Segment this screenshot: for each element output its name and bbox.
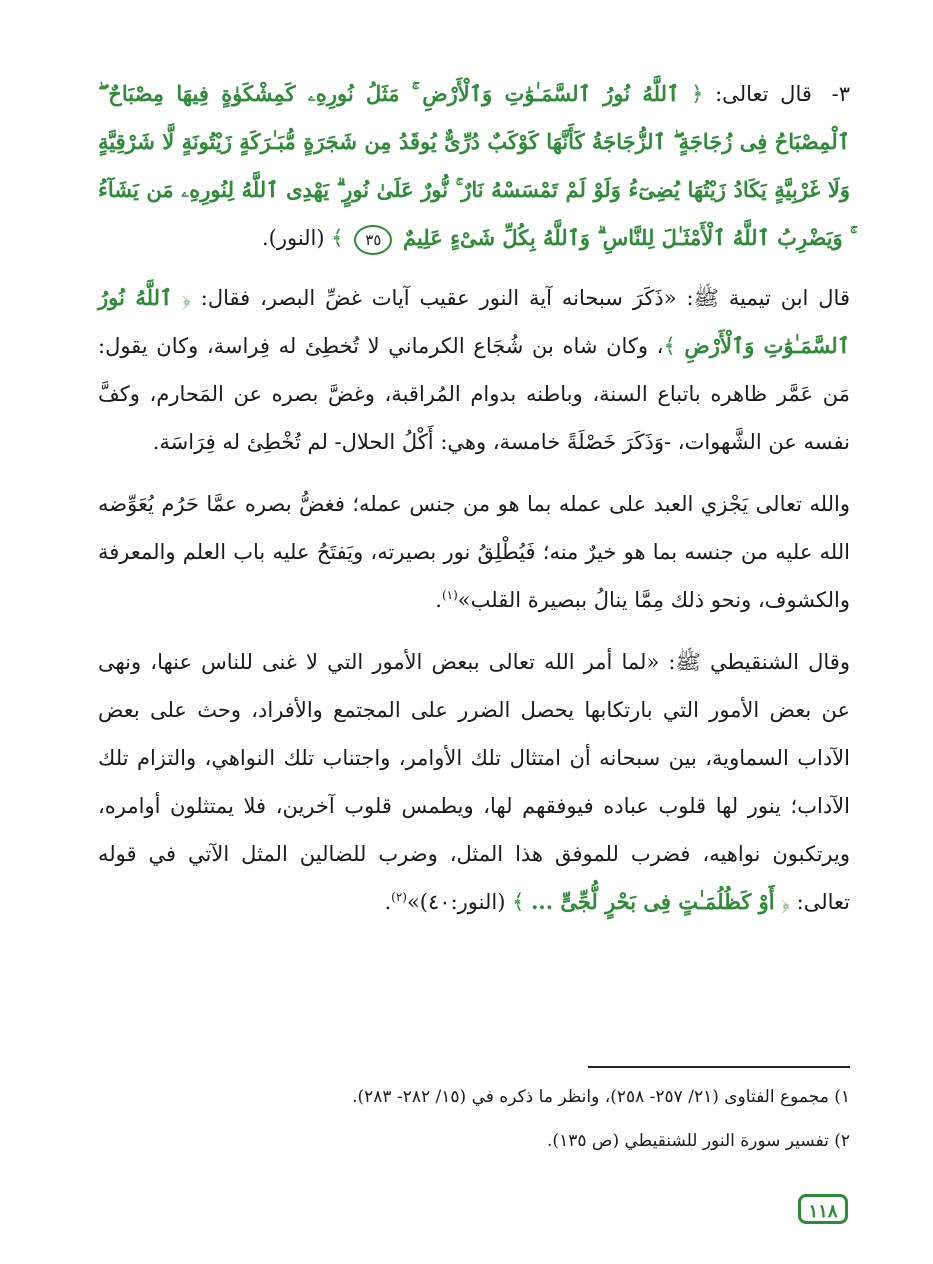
- ayah-number-marker: ٣٥: [354, 225, 392, 255]
- quran-close-bracket: ﴾: [512, 890, 525, 914]
- footnote-2: ٢) تفسير سورة النور للشنقيطي (ص ١٣٥).: [547, 1131, 850, 1151]
- period: .: [384, 890, 392, 914]
- footnotes: [98, 1082, 850, 1170]
- quran-close-bracket: ﴾: [331, 226, 344, 250]
- footnote-separator: [588, 1066, 850, 1068]
- quran-close-bracket: ﴾: [663, 334, 676, 358]
- paragraph-text: ، وكان شاه بن شُجَاع الكرماني لا تُخطِئ له فِراسة، وكان يقول: مَن عَمَّر ظاهره باتباع السنة، وباطنه بدوام المُراقبة، وغضَّ بصره عن المَحارم، وكفَّ نفسه عن الشَّهوات، -وَذَكَرَ خَصْلَةً خامسة، وهي: أَكْلُ الحلال- لم تُخْطِئ له فِرَاسَة.: [98, 334, 850, 454]
- quran-open-bracket: ﴿: [691, 82, 704, 106]
- page-number: ١١٨: [798, 1194, 848, 1224]
- intro-text: قال تعالى:: [715, 82, 812, 106]
- quran-open-bracket: ﴿: [182, 286, 191, 310]
- footnote-reference[interactable]: (٢): [391, 890, 407, 904]
- quran-open-bracket: ﴿: [781, 890, 790, 914]
- paragraph-ibn-taymiyyah: [98, 274, 850, 466]
- footnote-reference[interactable]: (١): [441, 588, 458, 602]
- period: .: [435, 588, 442, 612]
- footnote-1: ١) مجموع الفتاوى (٢١/ ٢٥٧- ٢٥٨)، وانظر ما ذكره في (١٥/ ٢٨٢- ٢٨٣).: [352, 1087, 850, 1107]
- paragraph-text: وقال الشنقيطي ﷺ: «لما أمر الله تعالى ببعض الأمور التي لا غنى للناس عنها، ونهى عن بعض الأمور التي بارتكابها يحصل الضرر على المجتمع والأفراد، وحث على بعض الآداب السماوية، بين سبحانه أن امتثال تلك الأوامر، واجتناب تلك النواهي، والتزام تلك الآداب؛ ينور لها قلوب عباده فيوفقهم لها، ويطمس قلوب آخرين، فلا يمتثلون أوامره، ويرتكبون نواهيه، فضرب للموفق هذا المثل، وضرب للضالين المثل الآتي في قوله تعالى:: [98, 650, 850, 914]
- item-number: ٣-: [831, 82, 851, 106]
- paragraph-text: قال ابن تيمية ﷺ: «ذَكَرَ سبحانه آية النور عقيب آيات غضِّ البصر، فقال:: [200, 286, 850, 310]
- surah-reference: (النور:٤٠)»: [406, 890, 506, 914]
- paragraph-verse-35: [98, 70, 850, 262]
- quran-verse-text: ٱللَّهُ نُورُ ٱلسَّمَـٰوَٰتِ وَٱلْأَرْضِ ۚ مَثَلُ نُورِهِۦ كَمِشْكَوٰةٍ فِيهَا مِصْبَاحٌ ۖ ٱلْمِصْبَاحُ فِى زُجَاجَةٍ ۖ ٱلزُّجَاجَةُ كَأَنَّهَا كَوْكَبٌ دُرِّىٌّ يُوقَدُ مِن شَجَرَةٍ مُّبَـٰرَكَةٍ زَيْتُونَةٍ لَّا شَرْقِيَّةٍ وَلَا غَرْبِيَّةٍ يَكَادُ زَيْتُهَا يُضِىٓءُ وَلَوْ لَمْ تَمْسَسْهُ نَارٌ ۚ نُّورٌ عَلَىٰ نُورٍ ۗ يَهْدِى ٱللَّهُ لِنُورِهِۦ مَن يَشَآءُ ۚ وَيَضْرِبُ ٱللَّهُ ٱلْأَمْثَـٰلَ لِلنَّاسِ ۗ وَٱللَّهُ بِكُلِّ شَىْءٍ عَلِيمٌ: [98, 81, 850, 250]
- quran-verse-text: ٱللَّهُ نُورُ ٱلسَّمَـٰوَٰتِ وَٱلْأَرْضِ: [98, 285, 850, 358]
- paragraph-reward: [98, 480, 850, 624]
- quran-verse-text: أَوْ كَظُلُمَـٰتٍ فِى بَحْرٍ لُّجِّىٍّ ...: [531, 889, 775, 914]
- surah-reference: (النور).: [261, 226, 325, 250]
- paragraph-shanqiti: [98, 638, 850, 926]
- page-body: [98, 70, 850, 940]
- paragraph-text: والله تعالى يَجْزي العبد على عمله بما هو من جنس عمله؛ فغضُّ بصره عمَّا حَرُم يُعَوِّضه الله عليه من جنسه بما هو خيرٌ منه؛ فَيُطْلِقُ نور بصيرته، ويَفتَحُ عليه باب العلم والمعرفة والكشوف، ونحو ذلك مِمَّا ينالُ ببصيرة القلب»: [98, 492, 850, 612]
